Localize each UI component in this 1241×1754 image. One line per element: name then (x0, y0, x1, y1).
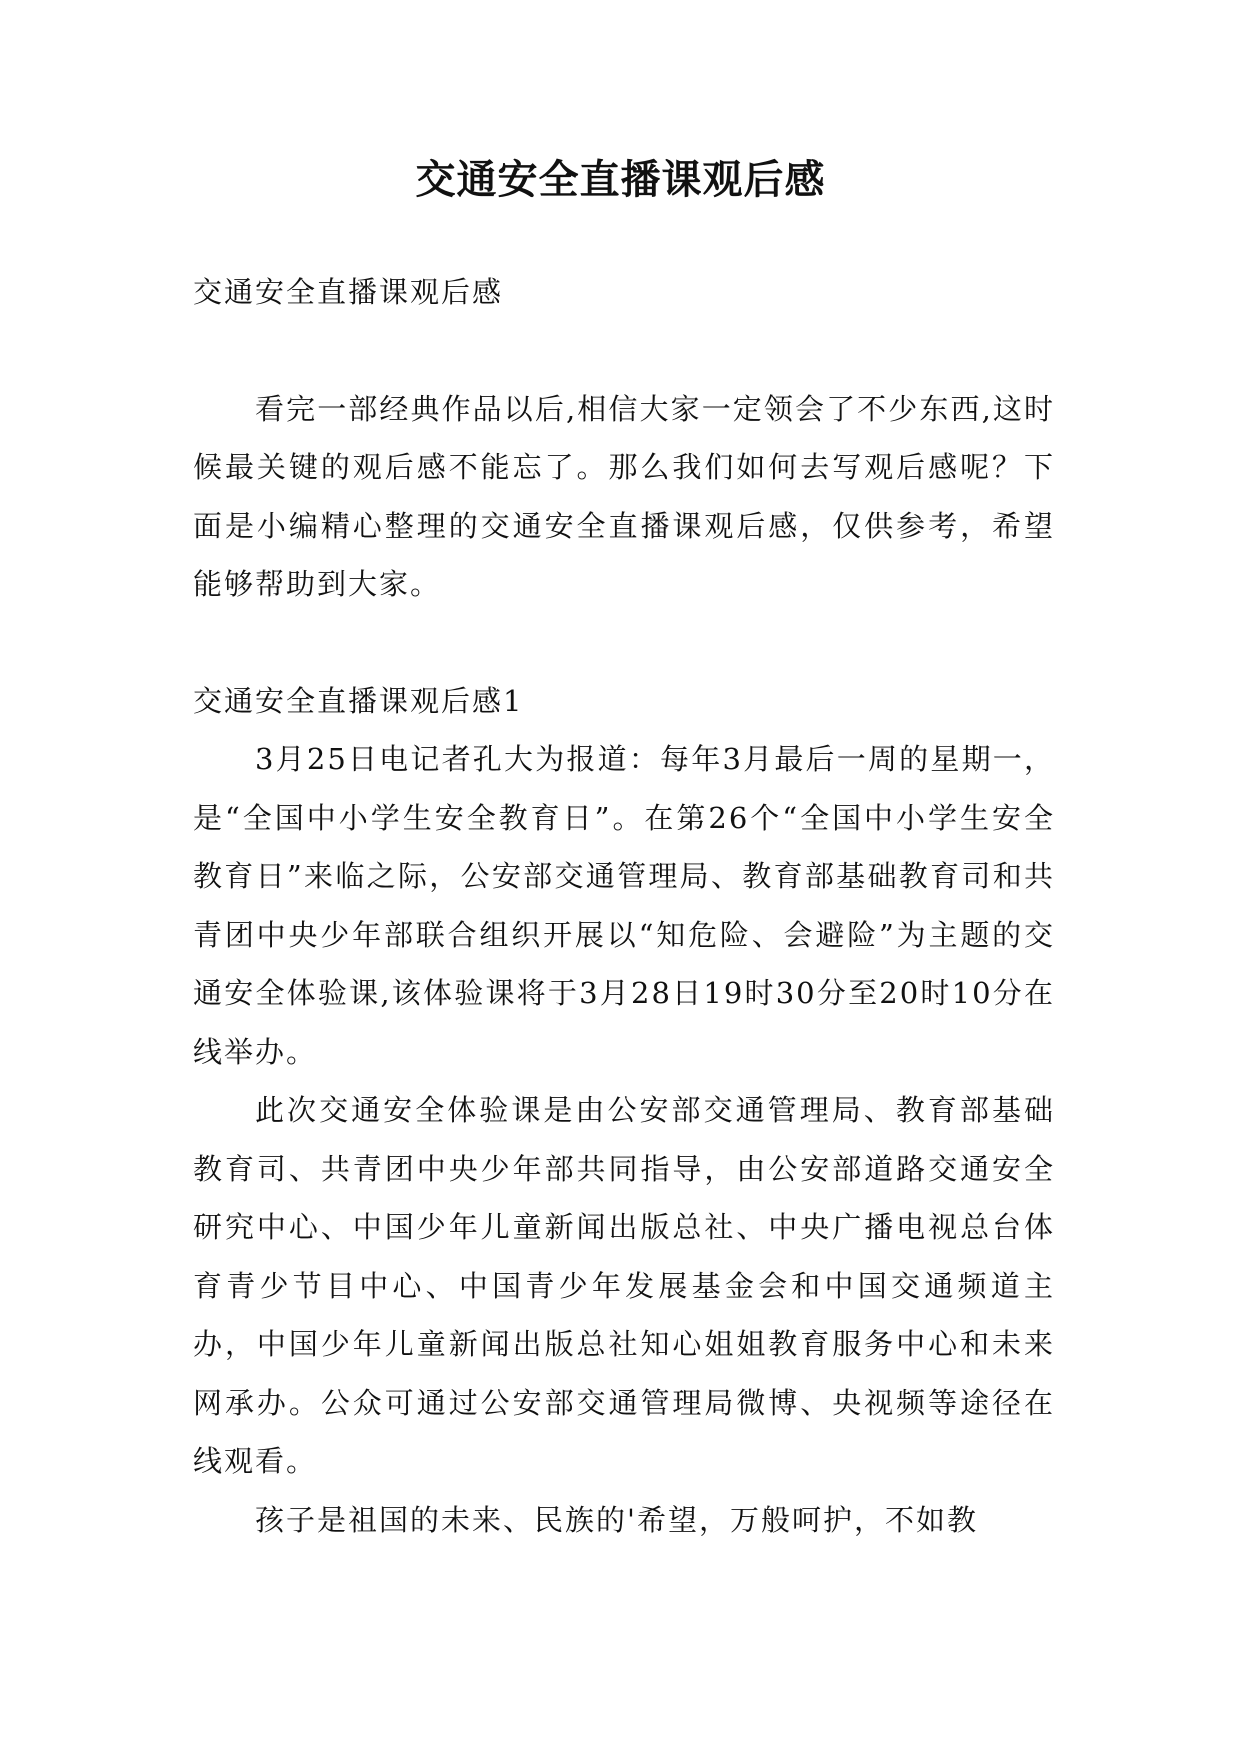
spacer (193, 614, 1055, 672)
body-paragraph: 孩子是祖国的未来、民族的'希望，万般呵护，不如教 (255, 1502, 978, 1537)
body-paragraph: 3月25日电记者孔大为报道：每年3月最后一周的星期一，是“全国中小学生安全教育日”。在第26个“全国中小学生安全教育日”来临之际，公安部交通管理局、教育部基础教育司和共青团中央少年部联合组织开展以“知危险、会避险”为主题的交通安全体验课,该体验课将于3月28日19时30分至20时10分在线举办。 (193, 742, 1055, 1069)
body-paragraph: 此次交通安全体验课是由公安部交通管理局、教育部基础教育司、共青团中央少年部共同指导，由公安部道路交通安全研究中心、中国少年儿童新闻出版总社、中央广播电视总台体育青少节目中心、中国青少年发展基金会和中国交通频道主办，中国少年儿童新闻出版总社知心姐姐教育服务中心和未来网承办。公众可通过公安部交通管理局微博、央视频等途径在线观看。 (193, 1093, 1055, 1478)
document-body (193, 263, 1055, 1549)
document-title: 交通安全直播课观后感 (415, 156, 826, 203)
spacer (193, 322, 1055, 380)
document-subtitle: 交通安全直播课观后感 (193, 275, 504, 309)
section-heading: 交通安全直播课观后感1 (193, 683, 524, 718)
intro-paragraph: 看完一部经典作品以后,相信大家一定领会了不少东西,这时候最关键的观后感不能忘了。那么我们如何去写观后感呢？下面是小编精心整理的交通安全直播课观后感，仅供参考，希望能够帮助到大家。 (193, 391, 1055, 601)
